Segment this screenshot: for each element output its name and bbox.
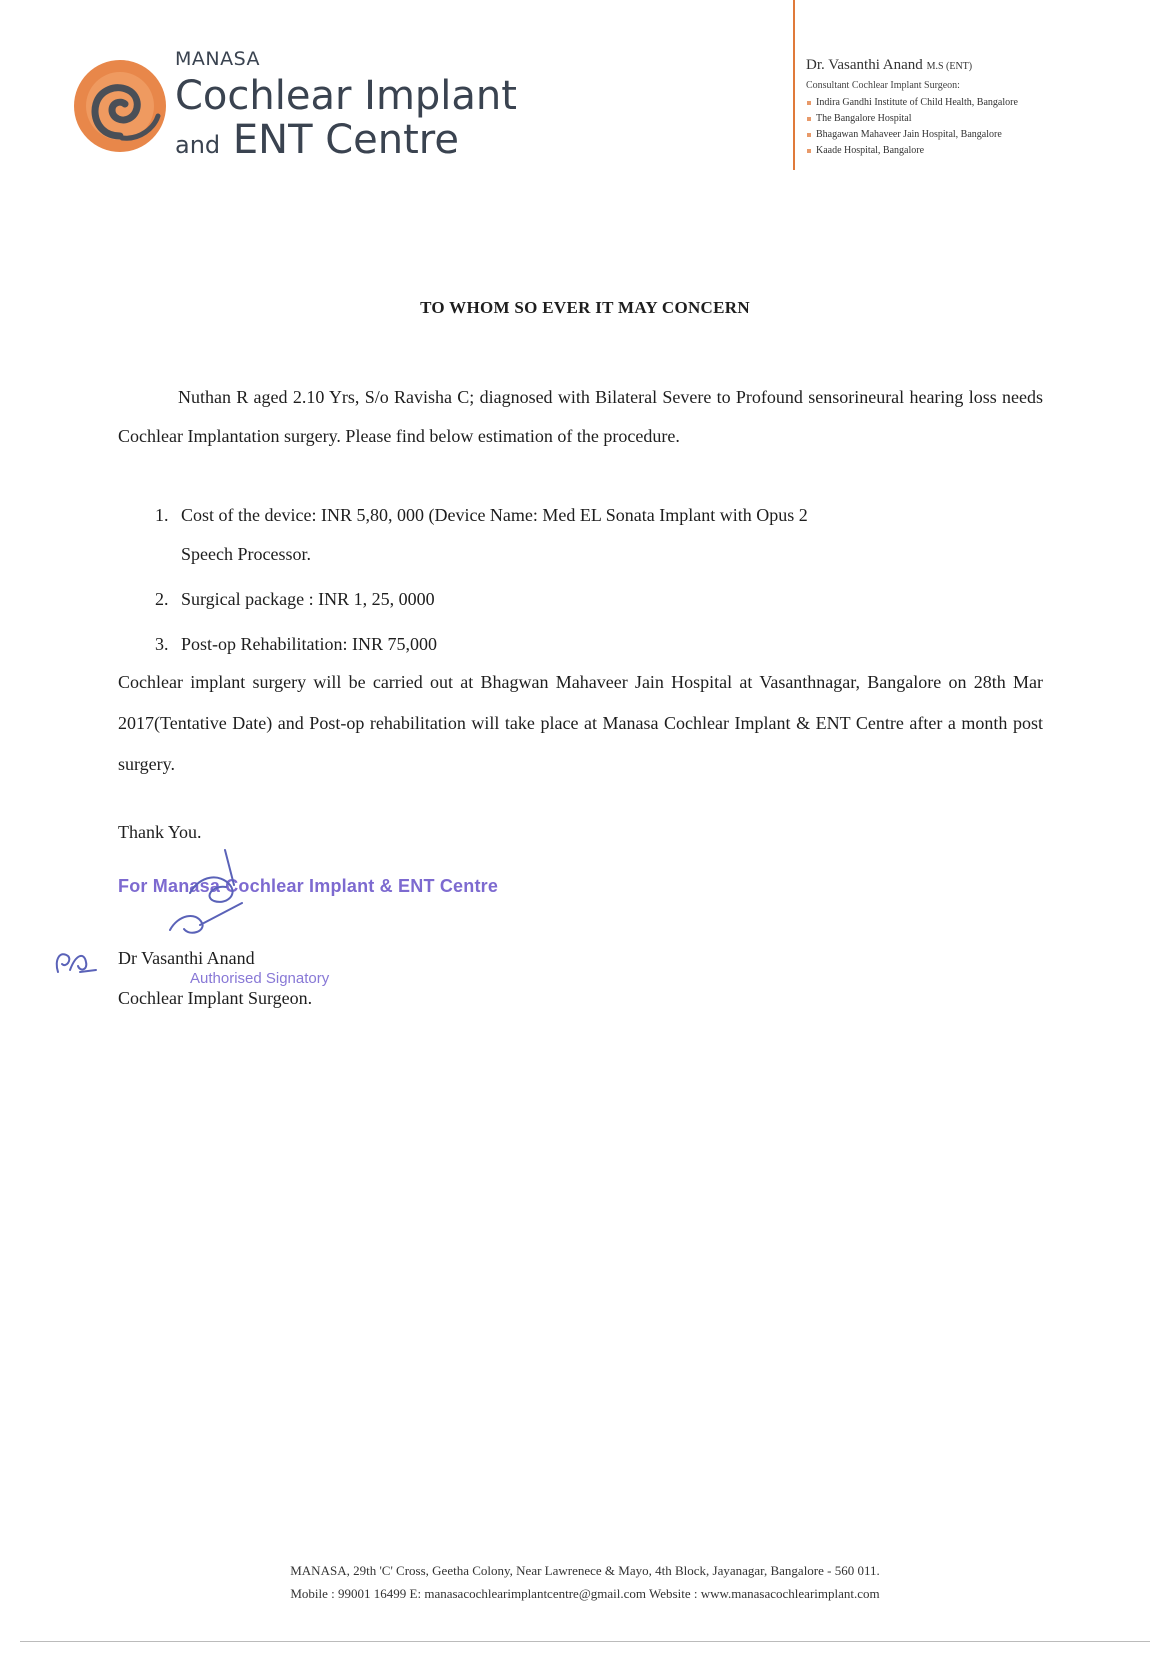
thank-you: Thank You. (118, 822, 202, 842)
item-text: Surgical package : INR 1, 25, 0000 (181, 589, 435, 609)
brand-line-ent (175, 118, 517, 167)
spiral-logo-icon (70, 56, 170, 156)
footer (0, 1559, 1170, 1605)
hospital-item: Indira Gandhi Institute of Child Health, Bangalore (806, 95, 1146, 111)
intro-paragraph (118, 378, 1043, 456)
item-number: 3. (155, 634, 169, 654)
hospital-list (806, 95, 1146, 159)
list-item (155, 625, 1045, 664)
authorised-signatory: Authorised Signatory (190, 970, 330, 987)
brand-ent-centre: ENT Centre (232, 117, 459, 163)
doctor-name: Dr. Vasanthi Anand (806, 57, 923, 73)
item-text: Cost of the device: INR 5,80, 000 (Device Name: Med EL Sonata Implant with Opus 2 (181, 505, 808, 525)
item-number: 2. (155, 589, 169, 609)
doctor-name-line (806, 55, 1146, 77)
list-item (155, 580, 1045, 619)
cost-list (155, 496, 1045, 670)
hospital-item: Kaade Hospital, Bangalore (806, 143, 1146, 159)
brand-name (175, 48, 517, 167)
signatory-name: Dr Vasanthi Anand (118, 948, 255, 968)
item-text: Post-op Rehabilitation: INR 75,000 (181, 634, 437, 654)
initials-icon (50, 942, 100, 982)
surgery-paragraph: Cochlear implant surgery will be carried out at Bhagwan Mahaveer Jain Hospital at Vasanthnagar, Bangalore on 28th Mar 2017(Tentative Date) and Post-op rehabilitation will take place at Manasa Cochlear Implant & ENT Centre after a month post surgery. (118, 672, 1043, 774)
item-number: 1. (155, 505, 169, 525)
signatory-role: Cochlear Implant Surgeon. (118, 988, 313, 1008)
doctor-qualifications: M.S (ENT) (926, 61, 973, 72)
doctor-info (806, 55, 1146, 159)
item-continuation: Speech Processor. (181, 544, 311, 564)
brand-line-cochlear: Cochlear Implant (175, 73, 517, 119)
intro-text: Nuthan R aged 2.10 Yrs, S/o Ravisha C; diagnosed with Bilateral Severe to Profound sensorineural hearing loss needs Cochlear Implantation surgery. Please find below estimation of the procedure. (118, 387, 1043, 446)
footer-contact: Mobile : 99001 16499 E: manasacochlearimplantcentre@gmail.com Website : www.manasacochlearimplant.com (290, 1586, 880, 1601)
letter-heading: TO WHOM SO EVER IT MAY CONCERN (420, 298, 750, 317)
hospital-item: The Bangalore Hospital (806, 111, 1146, 127)
doctor-role: Consultant Cochlear Implant Surgeon: (806, 80, 960, 91)
hospital-item: Bhagawan Mahaveer Jain Hospital, Bangalore (806, 127, 1146, 143)
list-item (155, 496, 1045, 574)
signature-scribble-icon (130, 845, 330, 955)
bottom-rule (20, 1641, 1150, 1642)
brand-and: and (175, 131, 221, 159)
header-divider (793, 0, 795, 170)
stamp-text: For Manasa Cochlear Implant & ENT Centre (118, 876, 499, 896)
brand-small-text: MANASA (175, 48, 261, 70)
footer-address: MANASA, 29th 'C' Cross, Geetha Colony, Near Lawrenece & Mayo, 4th Block, Jayanagar, Bangalore - 560 011. (290, 1563, 880, 1578)
